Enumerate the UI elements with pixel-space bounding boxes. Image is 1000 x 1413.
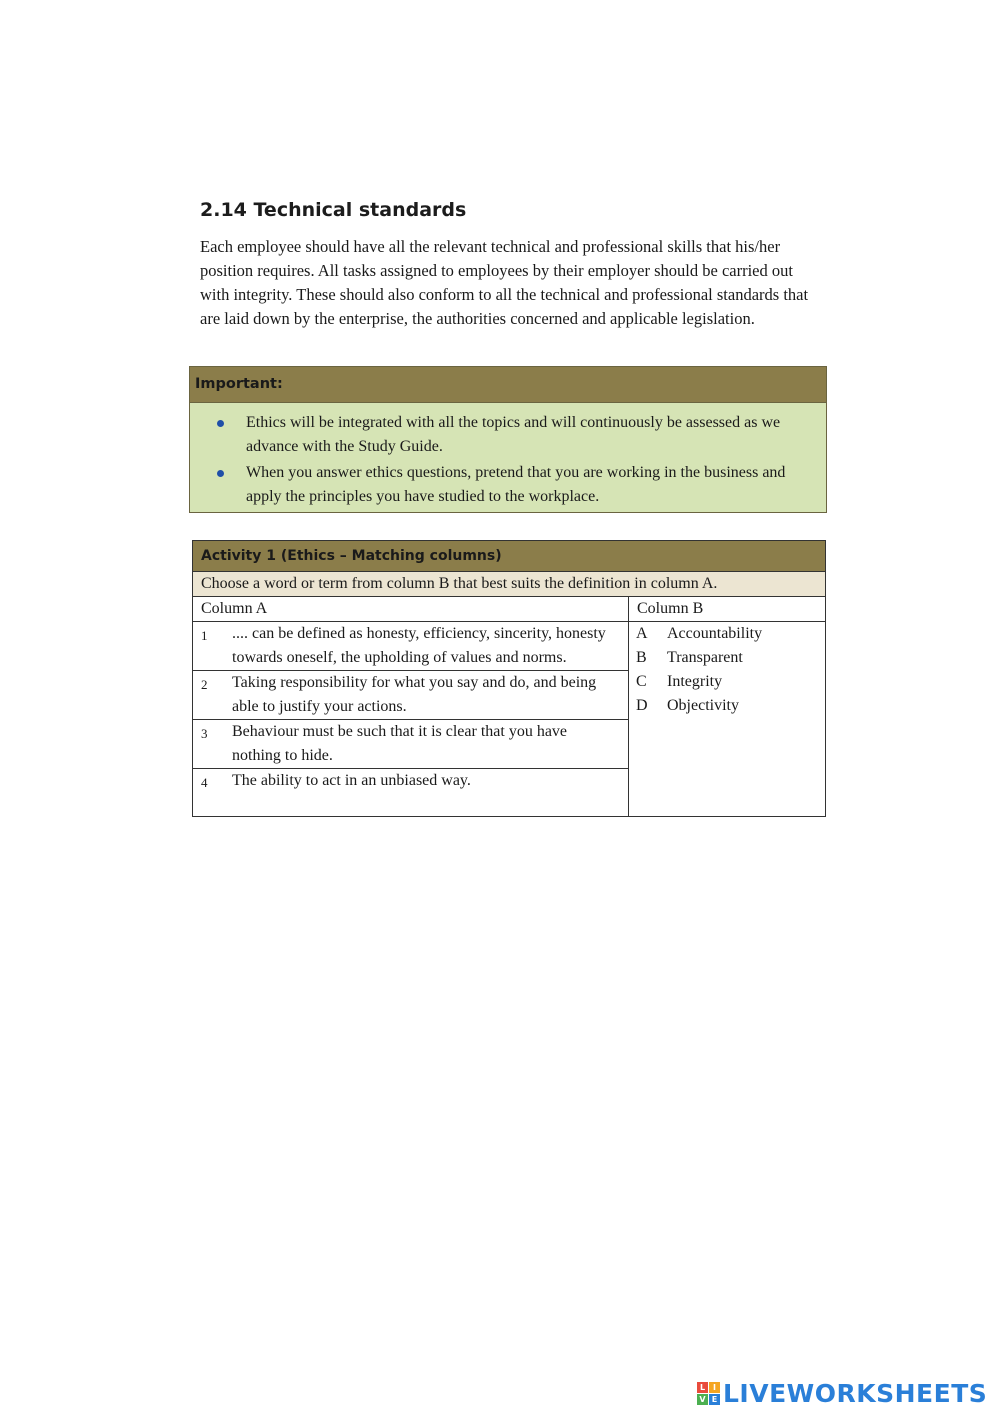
activity-instruction: Choose a word or term from column B that best suits the definition in column A. [193,572,825,597]
logo-text: LIVEWORKSHEETS [723,1378,988,1408]
column-a-row [193,769,628,793]
logo-letter: V [697,1394,708,1405]
option-term: Objectivity [667,697,739,714]
important-bullet-item [190,411,812,459]
column-b-option [629,694,825,718]
important-bullet-item [190,461,812,509]
column-a [193,597,629,816]
column-a-row [193,671,628,720]
column-b-option [629,670,825,694]
column-a-row [193,720,628,769]
row-definition: Taking responsibility for what you say and do, and being able to justify your actions. [232,674,597,715]
column-b-option [629,622,825,646]
important-title: Important: [190,367,826,403]
liveworksheets-logo [697,1378,987,1408]
option-letter: D [636,697,648,714]
activity-title: Activity 1 (Ethics – Matching columns) [193,541,825,572]
logo-letter: L [697,1382,708,1393]
row-number: 4 [201,775,208,790]
important-bullet-text: Ethics will be integrated with all the topics and will continuously be assessed as we advance with the Study Guide. [246,414,781,455]
logo-letter: E [709,1394,720,1405]
column-a-row [193,622,628,671]
column-a-header: Column A [193,597,628,622]
matching-columns [193,597,825,816]
row-definition: .... can be defined as honesty, efficiency, sincerity, honesty towards oneself, the upholding of values and norms. [232,625,606,666]
option-term: Transparent [667,649,743,666]
column-b [629,597,825,816]
bullet-dot-icon [217,420,224,427]
row-definition: Behaviour must be such that it is clear that you have nothing to hide. [232,723,568,764]
important-list [190,403,826,509]
option-term: Accountability [667,625,763,642]
column-b-option [629,646,825,670]
row-number: 2 [201,677,208,692]
logo-mark-icon [697,1382,720,1405]
row-number: 3 [201,726,208,741]
row-definition: The ability to act in an unbiased way. [232,772,471,789]
option-letter: A [636,625,648,642]
column-b-list [629,622,825,718]
section-paragraph: Each employee should have all the relevant technical and professional skills that his/her position requires. All tasks assigned to employees by their employer should be carried out with integrity. These should also conform to all the technical and professional standards that are laid down by the enterprise, the authorities concerned and applicable legislation. [200,237,809,328]
bullet-dot-icon [217,470,224,477]
logo-letter: I [709,1382,720,1393]
row-number: 1 [201,628,208,643]
section-heading: 2.14 Technical standards [200,199,467,221]
important-box [189,366,827,513]
activity-table [192,540,826,817]
option-term: Integrity [667,673,723,690]
important-bullet-text: When you answer ethics questions, pretend that you are working in the business and apply the principles you have studied to the workplace. [246,464,786,505]
option-letter: C [636,673,647,690]
column-b-header: Column B [629,597,825,622]
option-letter: B [636,649,647,666]
